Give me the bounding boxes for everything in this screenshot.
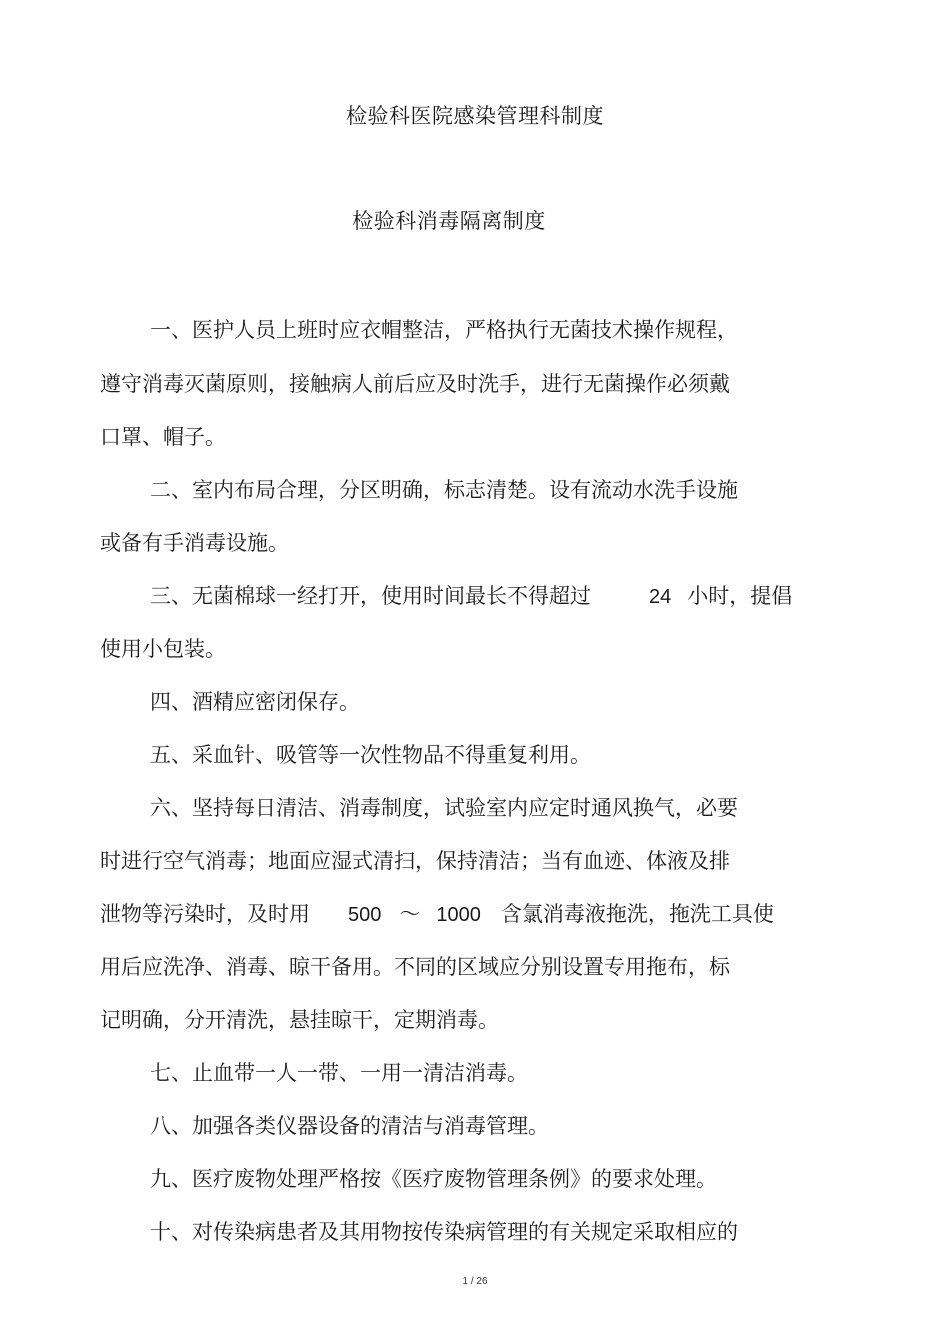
paragraph-2-line-1: 二、室内布局合理，分区明确，标志清楚。设有流动水洗手设施: [150, 478, 738, 502]
paragraph-5-line-1: 五、采血针、吸管等一次性物品不得重复利用。: [150, 743, 591, 767]
paragraph-6-line-2: 时进行空气消毒；地面应湿式清扫，保持清洁；当有血迹、体液及排: [100, 849, 730, 873]
paragraph-3-text-a: 三、无菌棉球一经打开，使用时间最长不得超过: [150, 584, 591, 608]
page-number: 1 / 26: [462, 1276, 488, 1287]
section-title: 检验科消毒隔离制度: [352, 209, 546, 233]
paragraph-6-line-3: [100, 898, 774, 928]
paragraph-3-text-b: 小时，提倡: [687, 584, 793, 608]
paragraph-3-line-2: 使用小包装。: [100, 637, 226, 661]
concentration-min-value: 500: [348, 904, 382, 926]
paragraph-9-line-1: 九、医疗废物处理严格按《医疗废物管理条例》的要求处理。: [150, 1167, 717, 1191]
paragraph-6-text-b: 含氯消毒液拖洗，拖洗工具使: [500, 902, 774, 926]
paragraph-1-line-1: 一、医护人员上班时应衣帽整洁，严格执行无菌技术操作规程，: [150, 318, 738, 342]
paragraph-1-line-3: 口罩、帽子。: [100, 425, 226, 449]
paragraph-6-line-4: 用后应洗净、消毒、晾干备用。不同的区域应分别设置专用拖布，标: [100, 955, 730, 979]
paragraph-2-line-2: 或备有手消毒设施。: [100, 531, 289, 555]
paragraph-3-line-1: [150, 580, 792, 610]
range-tilde: ～: [399, 902, 421, 926]
concentration-max-value: 1000: [436, 904, 481, 926]
paragraph-6-line-1: 六、坚持每日清洁、消毒制度，试验室内应定时通风换气，必要: [150, 796, 738, 820]
paragraph-10-line-1: 十、对传染病患者及其用物按传染病管理的有关规定采取相应的: [150, 1220, 738, 1244]
paragraph-6-text-a: 泄物等污染时，及时用: [100, 902, 310, 926]
paragraph-4-line-1: 四、酒精应密闭保存。: [150, 690, 360, 714]
paragraph-3-hours-value: 24: [649, 586, 672, 608]
paragraph-1-line-2: 遵守消毒灭菌原则，接触病人前后应及时洗手，进行无菌操作必须戴: [100, 372, 730, 396]
paragraph-8-line-1: 八、加强各类仪器设备的清洁与消毒管理。: [150, 1114, 549, 1138]
document-title: 检验科医院感染管理科制度: [346, 104, 604, 128]
paragraph-7-line-1: 七、止血带一人一带、一用一清洁消毒。: [150, 1061, 528, 1085]
paragraph-6-line-5: 记明确，分开清洗，悬挂晾干，定期消毒。: [100, 1008, 499, 1032]
